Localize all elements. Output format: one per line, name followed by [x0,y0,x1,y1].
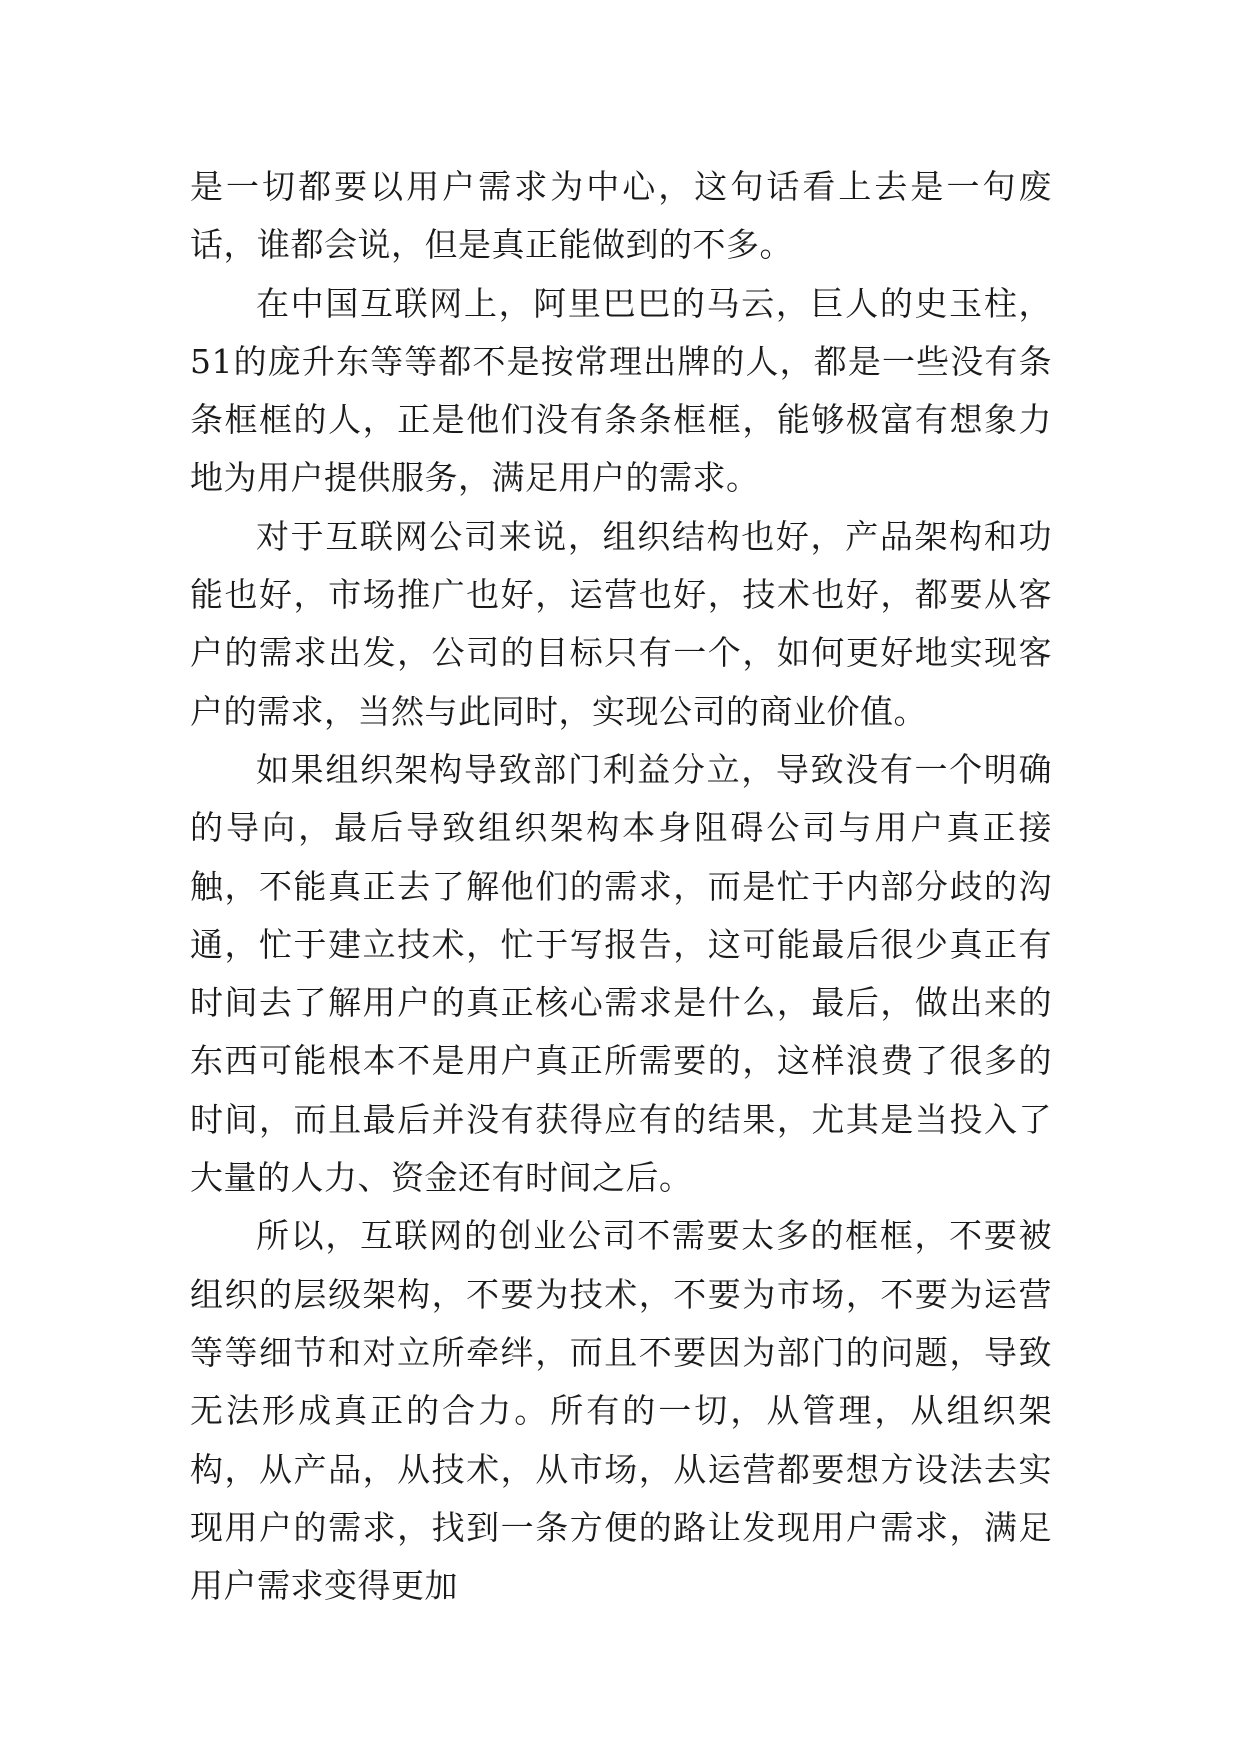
paragraph-1: 是一切都要以用户需求为中心，这句话看上去是一句废话，谁都会说，但是真正能做到的不多。 [190,167,1052,265]
paragraph-2: 在中国互联网上，阿里巴巴的马云，巨人的史玉柱，51的庞升东等等都不是按常理出牌的人，都是一些没有条条框框的人，正是他们没有条条框框，能够极富有想象力地为用户提供服务，满足用户的需求。 [190,283,1052,498]
paragraph-3: 对于互联网公司来说，组织结构也好，产品架构和功能也好，市场推广也好，运营也好，技术也好，都要从客户的需求出发，公司的目标只有一个，如何更好地实现客户的需求，当然与此同时，实现公司的商业价值。 [190,516,1052,731]
body-text [190,158,1052,1615]
paragraph-5: 所以，互联网的创业公司不需要太多的框框，不要被组织的层级架构，不要为技术，不要为市场，不要为运营等等细节和对立所牵绊，而且不要因为部门的问题，导致无法形成真正的合力。所有的一切，从管理，从组织架构，从产品，从技术，从市场，从运营都要想方设法去实现用户的需求，找到一条方便的路让发现用户需求，满足用户需求变得更加 [190,1216,1052,1606]
paragraph-4: 如果组织架构导致部门利益分立，导致没有一个明确的导向，最后导致组织架构本身阻碍公司与用户真正接触，不能真正去了解他们的需求，而是忙于内部分歧的沟通，忙于建立技术，忙于写报告，这可能最后很少真正有时间去了解用户的真正核心需求是什么，最后，做出来的东西可能根本不是用户真正所需要的，这样浪费了很多的时间，而且最后并没有获得应有的结果，尤其是当投入了大量的人力、资金还有时间之后。 [190,749,1052,1198]
